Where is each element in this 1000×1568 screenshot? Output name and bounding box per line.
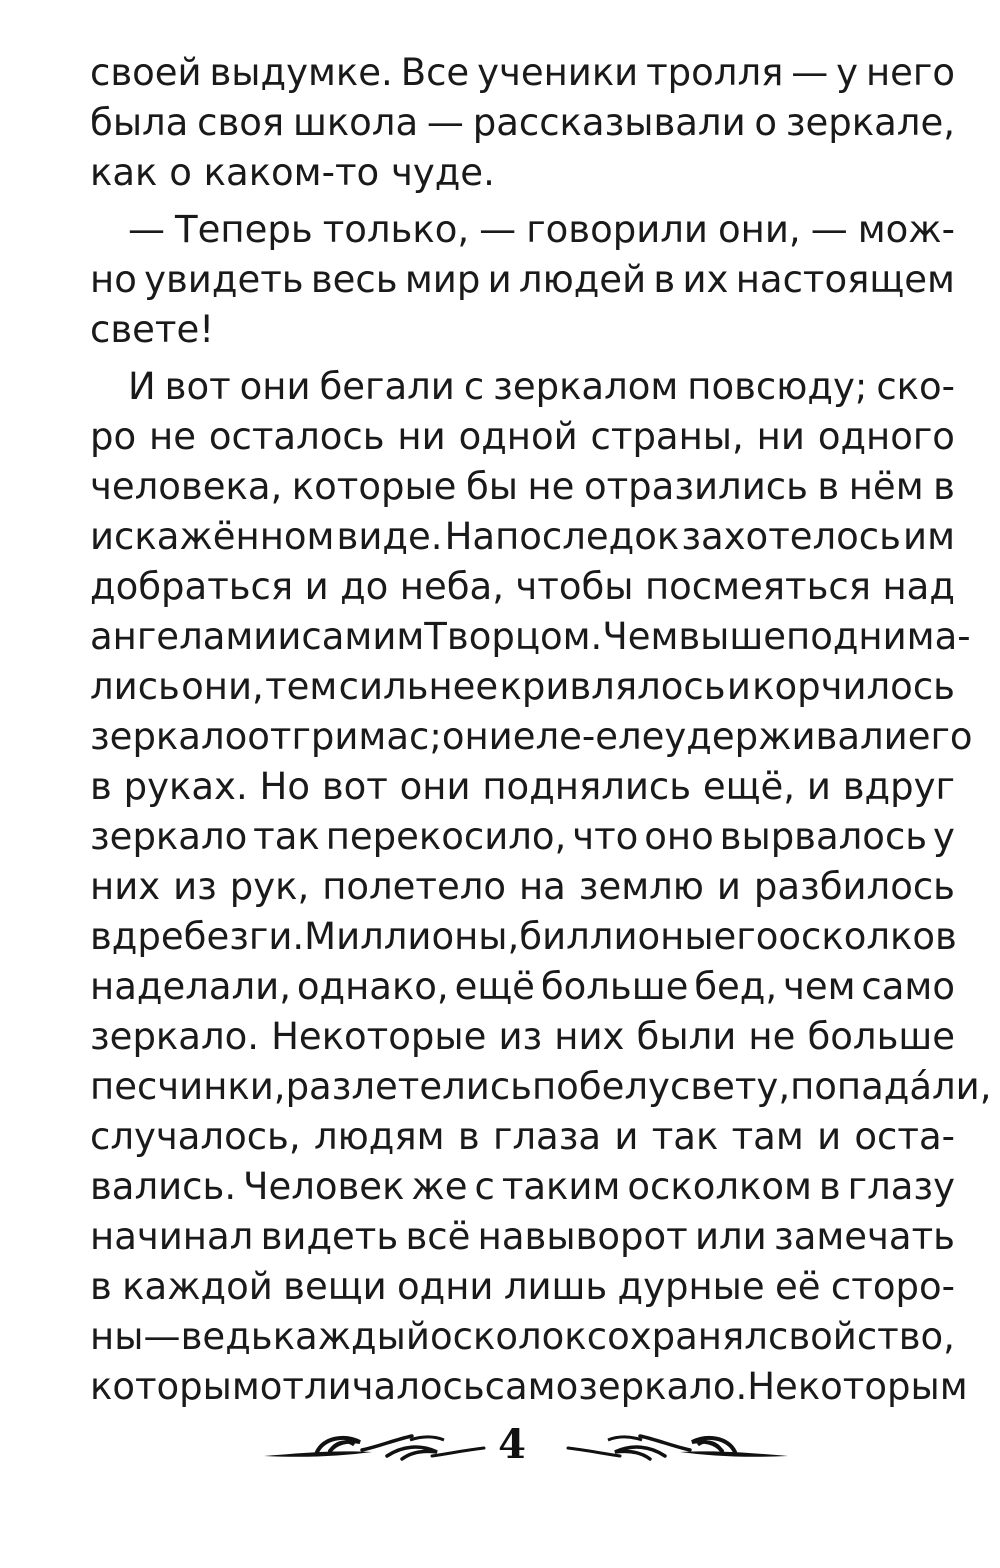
text-line: ангелами и самим Творцом. Чем выше поднима- [90,615,971,658]
text-line: них из рук, полетело на землю и разбилось [90,865,955,908]
text-line: но увидеть весь мир и людей в их настоящем [90,258,955,301]
page-footer [0,1418,1000,1488]
page-number: 4 [498,1421,526,1468]
flourish-ornament-icon [565,1426,790,1466]
paragraph-gap [90,198,955,205]
text-line: искажённом виде. Напоследок захотелось им [90,515,955,558]
text-line: — Теперь только, — говорили они, — мож- [128,208,955,251]
text-line: лись они, тем сильнее кривлялось и корчилось [90,665,955,708]
paragraph-gap [90,355,955,362]
text-line: случалось, людям в глаза и так там и оста- [90,1115,955,1158]
paragraph [90,362,992,1412]
text-line: была своя школа — рассказывали о зеркале, [90,101,955,144]
text-line: вдребезги. Миллионы, биллионы его осколков [90,915,957,958]
text-line: добраться и до неба, чтобы посмеяться над [90,565,955,608]
text-line: наделали, однако, ещё больше бед, чем само [90,965,955,1008]
text-line: вались. Человек же с таким осколком в глазу [90,1165,955,1208]
text-line: человека, которые бы не отразились в нём в [90,465,955,508]
text-line: зеркало. Некоторые из них были не больше [90,1015,955,1058]
text-line: свете! [90,308,215,351]
text-line: зеркало так перекосило, что оно вырвалось у [90,815,955,858]
flourish-ornament-icon [262,1426,487,1466]
text-line: которым отличалось само зеркало. Некоторым [90,1365,968,1408]
text-line: в руках. Но вот они поднялись ещё, и вдруг [90,765,955,808]
paragraph [90,205,955,355]
text-line: своей выдумке. Все ученики тролля — у него [90,51,955,94]
paragraph [90,48,955,198]
body-text [90,48,992,1412]
text-line: ны — ведь каждый осколок сохранял свойство, [90,1315,955,1358]
text-line: И вот они бегали с зеркалом повсюду; ско- [128,365,955,408]
text-line: зеркало от гримас; они еле-еле удерживали его [90,715,973,758]
text-line: начинал видеть всё навыворот или замечать [90,1215,955,1258]
text-line: как о каком-то чуде. [90,151,495,194]
text-line: в каждой вещи одни лишь дурные её сторо- [90,1265,955,1308]
text-line: песчинки, разлетелись по белу свету, попада́ли, [90,1065,992,1108]
text-line: ро не осталось ни одной страны, ни одного [90,415,955,458]
